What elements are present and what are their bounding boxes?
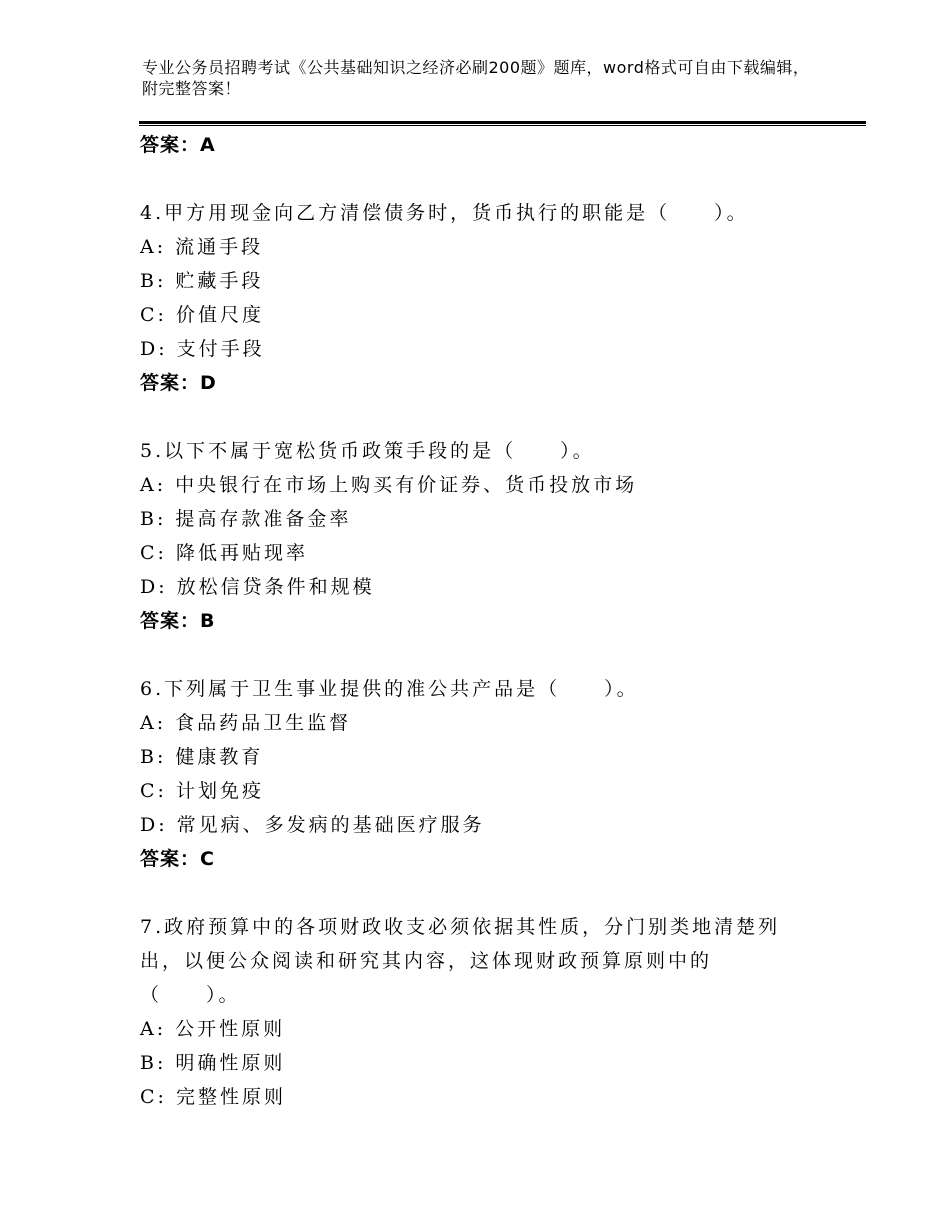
header-rule-thick (139, 121, 866, 124)
question-stem: 4.甲方用现金向乙方清偿债务时，货币执行的职能是（ ）。 (140, 202, 749, 224)
page-header: 专业公务员招聘考试《公共基础知识之经济必刷200题》题库，word格式可自由下载编辑，附完整答案！ (142, 58, 810, 98)
answer-label: 答案：C (140, 848, 215, 870)
option-c: C: 价值尺度 (140, 304, 264, 326)
option-a: A: 中央银行在市场上购买有价证券、货币投放市场 (140, 474, 638, 496)
question-stem-line: 7.政府预算中的各项财政收支必须依据其性质，分门别类地清楚列 (140, 916, 781, 938)
option-d: D: 常见病、多发病的基础医疗服务 (140, 814, 485, 836)
option-b: B: 明确性原则 (140, 1052, 286, 1074)
header-rule-thin (139, 125, 866, 126)
question-stem-line: （ ）。 (140, 984, 241, 1006)
option-a: A: 食品药品卫生监督 (140, 712, 352, 734)
answer-label: 答案：A (140, 134, 216, 156)
question-stem-line: 出，以便公众阅读和研究其内容，这体现财政预算原则中的 (140, 950, 713, 972)
option-b: B: 贮藏手段 (140, 270, 264, 292)
option-a: A: 流通手段 (140, 236, 264, 258)
option-b: B: 提高存款准备金率 (140, 508, 352, 530)
answer-label: 答案：D (140, 372, 217, 394)
question-stem: 6.下列属于卫生事业提供的准公共产品是（ ）。 (140, 678, 639, 700)
option-c: C: 计划免疫 (140, 780, 264, 802)
option-a: A: 公开性原则 (140, 1018, 286, 1040)
option-d: D: 支付手段 (140, 338, 265, 360)
option-d: D: 放松信贷条件和规模 (140, 576, 375, 598)
question-list (140, 128, 790, 1114)
question-block (140, 434, 790, 638)
question-stem: 5.以下不属于宽松货币政策手段的是（ ）。 (140, 440, 595, 462)
option-b: B: 健康教育 (140, 746, 264, 768)
option-c: C: 完整性原则 (140, 1086, 286, 1108)
question-block (140, 910, 790, 1114)
option-c: C: 降低再贴现率 (140, 542, 308, 564)
question-block (140, 672, 790, 876)
question-block (140, 196, 790, 400)
answer-label: 答案：B (140, 610, 216, 632)
